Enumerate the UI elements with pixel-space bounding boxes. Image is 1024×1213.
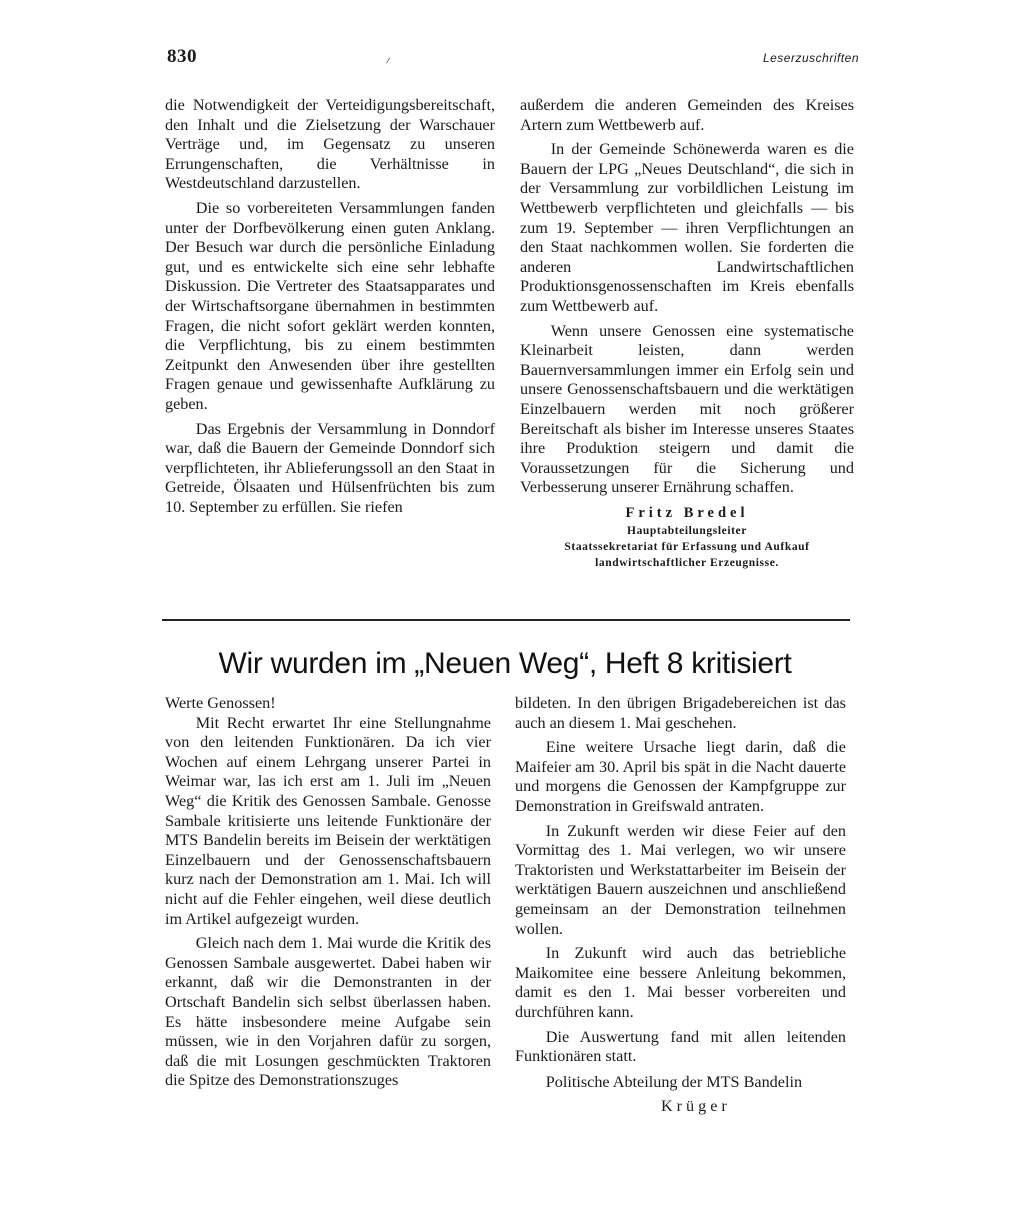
sign-organization: Politische Abteilung der MTS Bandelin: [545, 1072, 803, 1091]
signature-office-line-2: landwirtschaftlicher Erzeugnisse.: [595, 556, 779, 569]
section-label: Leserzuschriften: [762, 51, 859, 65]
sign-person: Krüger: [660, 1097, 731, 1116]
stray-print-mark: ⸝: [382, 49, 393, 66]
lower-article-right-column: [515, 694, 846, 1117]
signature-position: Hauptabteilungsleiter: [627, 524, 747, 537]
upper-article-right-column: [520, 96, 854, 571]
salutation: Werte Genossen!: [165, 694, 276, 712]
paragraph: Die Auswertung fand mit allen leitenden Funktionären statt.: [515, 1027, 846, 1066]
signature-office-line-1: Staatssekretariat für Erfassung und Aufkauf: [564, 540, 810, 553]
paragraph: bildeten. In den übrigen Brigadebereichen ist das auch an diesem 1. Mai geschehen.: [515, 694, 846, 732]
paragraph: Das Ergebnis der Versammlung in Donndorf war, daß die Bauern der Gemeinde Donndorf sich verpflichteten, ihr Ablieferungssoll an den Staat in Getreide, Ölsaaten und Hülsenfrüchten bis zum 10. September zu erfüllen. Sie riefen: [165, 419, 495, 516]
paragraph: Eine weitere Ursache liegt darin, daß die Maifeier am 30. April bis spät in die Nacht dauerte und morgens die Genossen der Kampfgruppe zur Demonstration in Greifswald antraten.: [515, 738, 846, 815]
page-number: 830: [167, 46, 197, 67]
article-headline: Wir wurden im „Neuen Weg“, Heft 8 kritisiert: [218, 647, 792, 680]
paragraph: außerdem die anderen Gemeinden des Kreises Artern zum Wettbewerb auf.: [520, 96, 854, 134]
paragraph: In Zukunft werden wir diese Feier auf den Vormittag des 1. Mai verlegen, wo wir unsere Traktoristen und Werkstattarbeiter im Beisein der werktätigen Bauern auszeichnen und anschließend gemeinsam an der Demonstration teilnehmen wollen.: [515, 821, 846, 938]
section-divider: [162, 619, 850, 621]
letter-signature: [515, 1073, 846, 1117]
paragraph: die Notwendigkeit der Verteidigungsbereitschaft, den Inhalt und die Zielsetzung der Warschauer Verträge und, im Gegensatz zu unseren Errungenschaften, die Verhältnisse in Westdeutschland darzustellen.: [165, 96, 495, 193]
signature-name: Fritz Bredel: [625, 504, 749, 521]
paragraph: Wenn unsere Genossen eine systematische Kleinarbeit leisten, dann werden Bauernversammlungen immer ein Erfolg sein und unsere Genossenschaftsbauern und die werktätigen Einzelbauern werden mit noch größerer Bereitschaft als bisher im Interesse unseres Staates ihre Produktion steigern und damit die Voraussetzungen für die Sicherung und Verbesserung unserer Ernährung schaffen.: [520, 321, 854, 497]
paragraph: Gleich nach dem 1. Mai wurde die Kritik des Genossen Sambale ausgewertet. Dabei haben wir erkannt, daß wir die Demonstranten in der Ortschaft Bandelin sich selbst überlassen haben. Es hätte insbesondere meine Aufgabe sein müssen, wie in den Vorjahren dafür zu sorgen, daß die mit Losungen geschmückten Traktoren die Spitze des Demonstrationszuges: [165, 934, 491, 1090]
paragraph: Die so vorbereiteten Versammlungen fanden unter der Dorfbevölkerung einen guten Anklang. Der Besuch war durch die persönliche Einladung gut, und es entwickelte sich eine sehr lebhafte Diskussion. Die Vertreter des Staatsapparates und der Wirtschaftsorgane übernahmen in bestimmten Fragen, die nicht sofort geklärt werden konnten, die Verpflichtung, bis zu einem bestimmten Zeitpunkt den Anwesenden über ihre gestellten Fragen genaue und gewissenhafte Aufklärung zu geben.: [165, 198, 495, 413]
paragraph: In der Gemeinde Schönewerda waren es die Bauern der LPG „Neues Deutschland“, die sich in der Versammlung zur vorbildlichen Leistung im Wettbewerb verpflichteten und gleichfalls — bis zum 19. September — ihren Verpflichtungen an den Staat nachkommen wollen. Sie forderten die anderen Landwirtschaftlichen Produktionsgenossenschaften im Kreis ebenfalls zum Wettbewerb auf.: [520, 140, 854, 315]
lower-article-left-column: [165, 694, 491, 1091]
paragraph: Mit Recht erwartet Ihr eine Stellungnahme von den leitenden Funktionären. Da ich vier Wochen auf einem Lehrgang unserer Partei in Weimar war, las ich erst am 1. Juli im „Neuen Weg“ die Kritik des Genossen Sambale. Genosse Sambale kritisierte uns leitende Funktionäre der MTS Bandelin bereits im Beisein der werktätigen Einzelbauern und der Genossenschaftsbauern kurz nach der Demonstration am 1. Mai. Ich will nicht auf die Fehler eingehen, weil diese deutlich im Artikel aufgezeigt wurden.: [165, 713, 491, 928]
paragraph: In Zukunft wird auch das betriebliche Maikomitee eine bessere Anleitung bekommen, damit es den 1. Mai besser vorbereiten und durchführen kann.: [515, 944, 846, 1021]
upper-article-left-column: [165, 96, 495, 517]
signature-block: [520, 503, 854, 571]
